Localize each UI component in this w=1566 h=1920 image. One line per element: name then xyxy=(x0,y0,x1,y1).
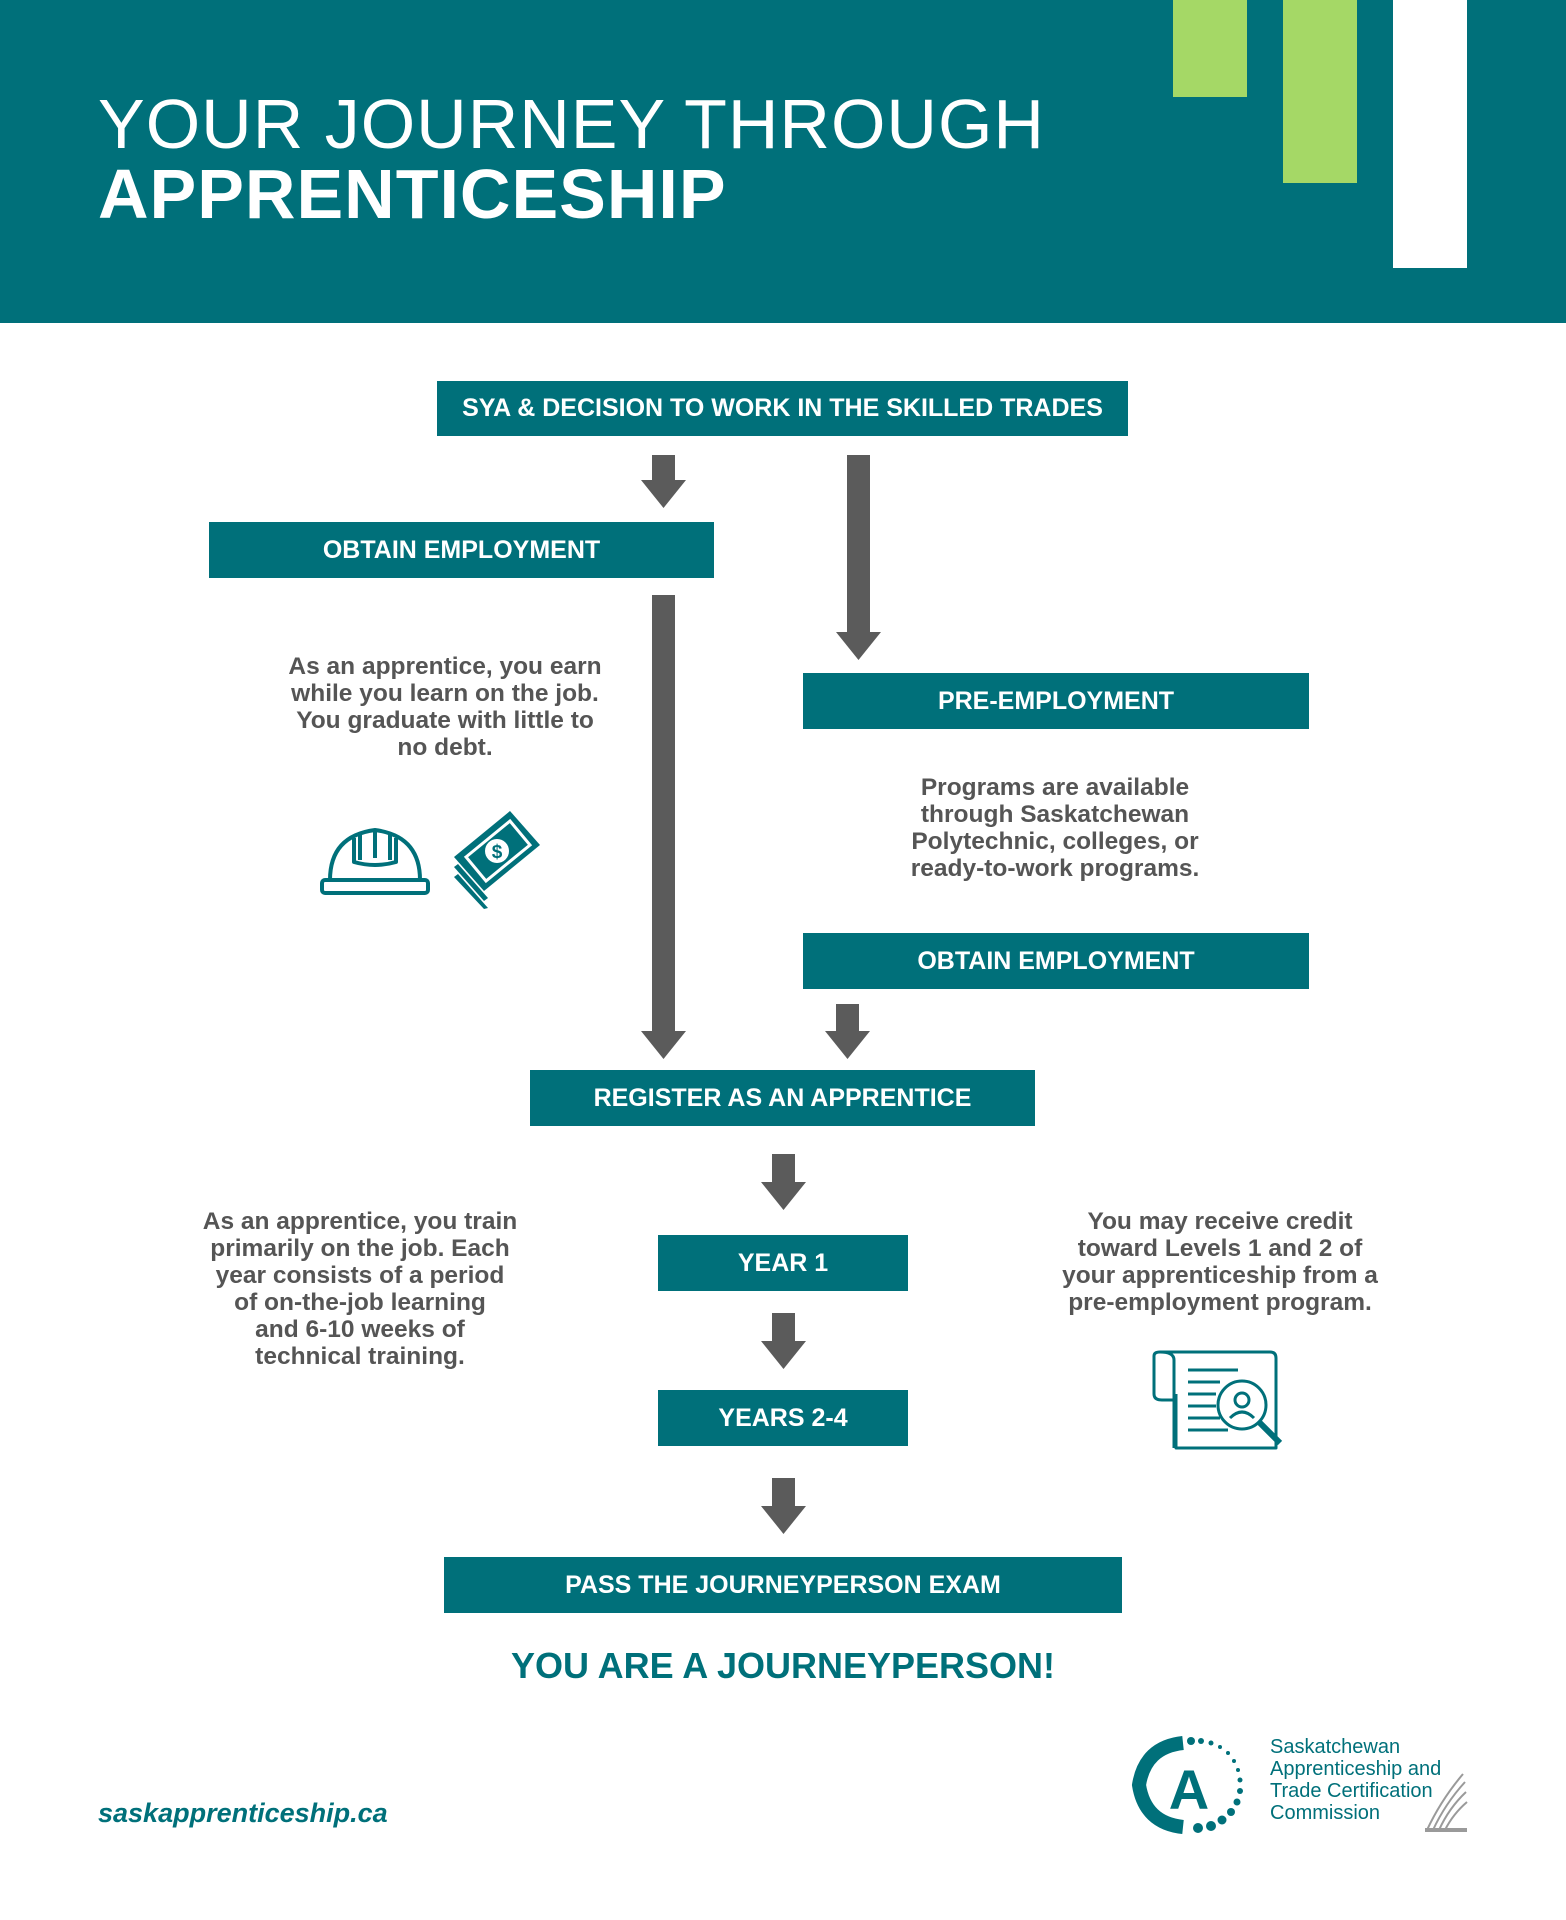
hard-hat-icon xyxy=(318,818,432,898)
page-title-line2: APPRENTICESHIP xyxy=(98,155,727,233)
step-year-1: YEAR 1 xyxy=(658,1235,908,1291)
svg-text:$: $ xyxy=(491,842,503,863)
arrow-down-icon xyxy=(836,455,881,660)
document-search-icon xyxy=(1150,1350,1290,1450)
step-pre-employment: PRE-EMPLOYMENT xyxy=(803,673,1309,729)
step-sya-decision: SYA & DECISION TO WORK IN THE SKILLED TRADES xyxy=(437,381,1128,436)
website-url[interactable]: saskapprenticeship.ca xyxy=(98,1798,388,1828)
arrow-down-icon xyxy=(641,455,686,508)
description-programs: Programs are available through Saskatchewan Polytechnic, colleges, or ready-to-work programs. xyxy=(910,774,1200,882)
step-years-2-4: YEARS 2-4 xyxy=(658,1390,908,1446)
step-obtain-employment-left: OBTAIN EMPLOYMENT xyxy=(209,522,714,578)
svg-text:A: A xyxy=(1168,1758,1210,1821)
page-title-line1: YOUR JOURNEY THROUGH xyxy=(98,85,1045,163)
arrow-down-icon xyxy=(761,1154,806,1210)
description-credit: You may receive credit toward Levels 1 and 2 of your apprenticeship from a pre-employment program. xyxy=(1062,1208,1378,1316)
satcc-logo-text: Saskatchewan Apprenticeship and Trade Certification Commission xyxy=(1270,1736,1442,1824)
description-earn-while-learn: As an apprentice, you earn while you learn on the job. You graduate with little to no debt. xyxy=(288,653,602,761)
arrow-down-icon xyxy=(641,595,686,1059)
final-message: YOU ARE A JOURNEYPERSON! xyxy=(510,1645,1056,1686)
satcc-logo xyxy=(1125,1735,1260,1835)
arrow-down-icon xyxy=(761,1478,806,1534)
step-journeyperson-exam: PASS THE JOURNEYPERSON EXAM xyxy=(444,1557,1122,1613)
money-stack-icon xyxy=(448,805,542,909)
step-register-apprentice: REGISTER AS AN APPRENTICE xyxy=(530,1070,1035,1126)
wheat-icon xyxy=(1423,1770,1468,1834)
arrow-down-icon xyxy=(761,1313,806,1369)
description-train: As an apprentice, you train primarily on the job. Each year consists of a period of on-the-job learning and 6-10 weeks of technical training. xyxy=(202,1208,518,1370)
step-obtain-employment-right: OBTAIN EMPLOYMENT xyxy=(803,933,1309,989)
arrow-down-icon xyxy=(825,1004,870,1059)
